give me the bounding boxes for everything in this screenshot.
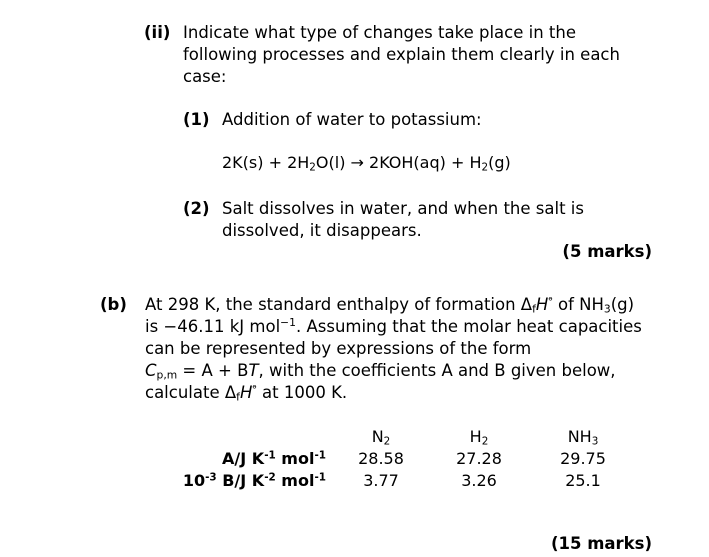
part-ii-label: (ii) [144, 23, 171, 42]
column-header-h2: $H_2$ [469, 427, 489, 448]
reaction-equation: $2K(s) + 2H_2O(l) \to 2KOH(aq) + H_2(g)$ [222, 153, 511, 174]
part-b-line-1: At 298 K, the standard enthalpy of formation $\Delta_fH^ᶱ$ of $NH_3(g)$ [145, 294, 635, 316]
part-b-line-2: is −46.11 kJ mol$^{-1}$. Assuming that the molar heat capacities [145, 316, 642, 336]
cell-a-nh3: 29.75 [560, 449, 606, 468]
column-header-n2: $N_2$ [371, 427, 391, 448]
row-label-a: A/J $K^{-1}$ mol$^{-1}$ [222, 449, 326, 468]
item-1-text: Addition of water to potassium: [222, 110, 482, 129]
cell-b-n2: 3.77 [363, 471, 399, 490]
coefficient-table [0, 426, 709, 496]
item-2-line-1: Salt dissolves in water, and when the salt is [222, 199, 584, 218]
item-2-label: (2) [183, 199, 210, 218]
part-ii-line-2: following processes and explain them clearly in each [183, 45, 620, 64]
marks-b: (15 marks) [550, 534, 652, 553]
row-label-b: $10^{-3}$ B/J $K^{-2}$ mol$^{-1}$ [182, 471, 326, 490]
part-b-line-4: $C_{p,m} = A$ + BT, with the coefficients A and B given below, [145, 361, 616, 382]
part-b-line-5: calculate $\Delta_fH^ᶱ$ at 1000 K. [145, 382, 348, 404]
marks-ii: (5 marks) [562, 242, 652, 261]
cell-b-nh3: 25.1 [565, 471, 601, 490]
column-header-nh3: $NH_3$ [567, 427, 599, 448]
item-2-line-2: dissolved, it disappears. [222, 221, 422, 240]
part-ii-line-3: case: [183, 67, 227, 86]
part-ii-line-1: Indicate what type of changes take place in the [183, 23, 576, 42]
cell-a-h2: 27.28 [456, 449, 502, 468]
item-1-label: (1) [183, 110, 210, 129]
cell-b-h2: 3.26 [461, 471, 497, 490]
cell-a-n2: 28.58 [358, 449, 404, 468]
part-b-label: (b) [100, 295, 127, 314]
part-b-line-3: can be represented by expressions of the form [145, 339, 532, 358]
